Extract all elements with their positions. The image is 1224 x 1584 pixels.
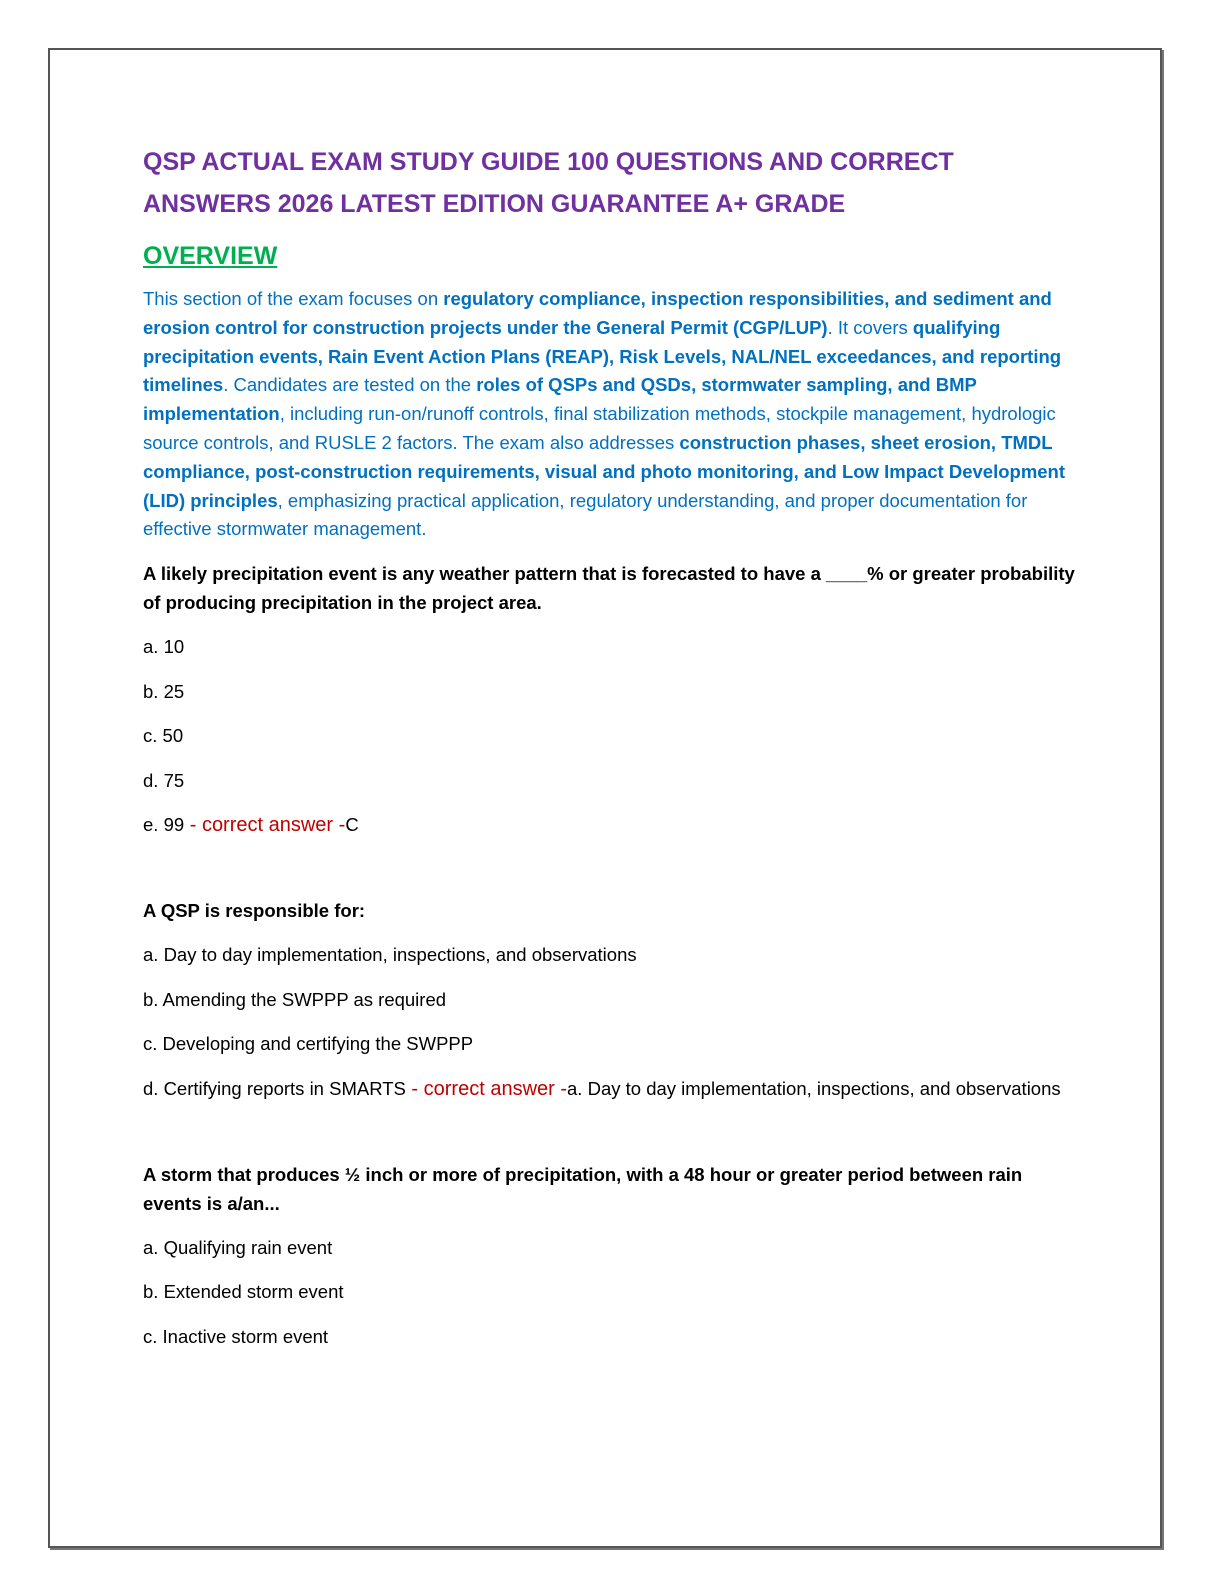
answer-option: b. 25	[143, 680, 185, 702]
question-3	[143, 1160, 1078, 1351]
question-2	[143, 896, 1078, 1104]
answer-option: a. Day to day implementation, inspections, and observations	[143, 944, 637, 966]
overview-segment: , emphasizing practical application, regulatory understanding, and proper documentation for effective stormwater management.	[143, 489, 1028, 540]
correct-answer-value: a. Day to day implementation, inspections, and observations	[567, 1077, 1061, 1099]
answer-option: b. Extended storm event	[143, 1281, 344, 1303]
overview-segment: , including run-on/runoff controls, final stabilization methods, stockpile management, hydrologic source controls, and RUSLE 2 factors. The exam also addresses	[143, 403, 1056, 453]
answer-option: b. Amending the SWPPP as required	[143, 988, 447, 1010]
answer-option-text: d. Certifying reports in SMARTS	[143, 1077, 406, 1099]
answer-option-with-key	[143, 1074, 1078, 1104]
answer-option: a. 10	[143, 636, 185, 658]
title-line-1: QSP ACTUAL EXAM STUDY GUIDE 100 QUESTIONS AND CORRECT	[143, 148, 954, 176]
overview-segment: . Candidates are tested on the	[223, 374, 477, 396]
overview-heading: OVERVIEW	[143, 242, 278, 270]
answer-option: d. 75	[143, 769, 185, 791]
correct-answer-label: - correct answer -	[405, 1077, 568, 1100]
answer-option: c. 50	[143, 725, 184, 747]
question-1	[143, 559, 1078, 840]
overview-segment-bold: construction phases, sheet erosion, TMDL compliance, post-construction requirements, visual and photo monitoring, and Low Impact Development (LID) principles	[143, 431, 1066, 511]
overview-segment-bold: roles of QSPs and QSDs, stormwater sampling, and BMP implementation	[143, 374, 977, 425]
answer-option-text: e. 99	[143, 814, 185, 836]
document-body	[143, 141, 1078, 1351]
title-line-2: ANSWERS 2026 LATEST EDITION GUARANTEE A+ GRADE	[143, 190, 846, 218]
answer-option-with-key	[143, 810, 1078, 840]
overview-segment: . It covers	[827, 316, 913, 338]
answer-option: a. Qualifying rain event	[143, 1236, 333, 1258]
overview-segment-bold: qualifying precipitation events, Rain Event Action Plans (REAP), Risk Levels, NAL/NEL exceedances, and reporting timelines	[143, 316, 1062, 396]
correct-answer-label: - correct answer -	[184, 814, 346, 837]
answer-option: c. Inactive storm event	[143, 1325, 329, 1347]
question-stem: A likely precipitation event is any weather pattern that is forecasted to have a ____% or greater probability of producing precipitation in the project area.	[143, 563, 1075, 614]
overview-paragraph	[143, 285, 1078, 544]
question-stem: A storm that produces ½ inch or more of precipitation, with a 48 hour or greater period between rain events is a/an...	[143, 1163, 1023, 1214]
document-title	[143, 141, 1078, 225]
answer-option: c. Developing and certifying the SWPPP	[143, 1033, 474, 1055]
overview-segment: This section of the exam focuses on	[143, 288, 444, 309]
correct-answer-value: C	[345, 814, 359, 836]
question-stem: A QSP is responsible for:	[143, 900, 366, 922]
overview-segment-bold: regulatory compliance, inspection responsibilities, and sediment and erosion control for construction projects under the General Permit (CGP/LUP)	[143, 288, 1052, 338]
